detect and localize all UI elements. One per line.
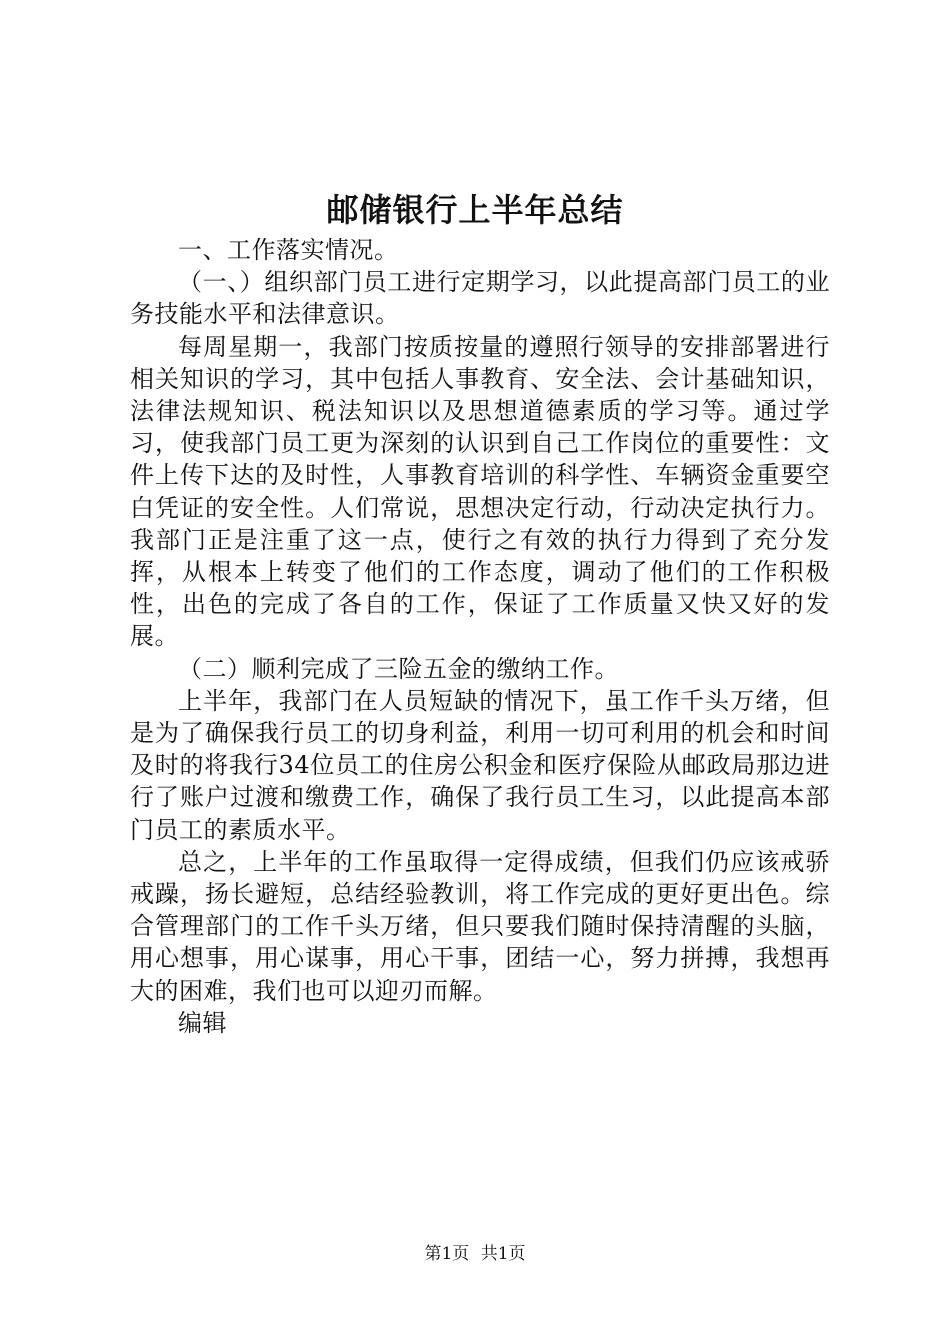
- body-paragraph: 每周星期一，我部门按质按量的遵照行领导的安排部署进行相关知识的学习，其中包括人事教育、安全法、会计基础知识，法律法规知识、税法知识以及思想道德素质的学习等。通过学习，使我部门员工更为深刻的认识到自己工作岗位的重要性：文件上传下达的及时性，人事教育培训的科学性、车辆资金重要空白凭证的安全性。人们常说，思想决定行动，行动决定执行力。我部门正是注重了这一点，使行之有效的执行力得到了充分发挥，从根本上转变了他们的工作态度，调动了他们的工作积极性，出色的完成了各自的工作，保证了工作质量又快又好的发展。: [130, 332, 830, 651]
- page-total: 共1页: [480, 1244, 526, 1264]
- document-body: [130, 234, 830, 1039]
- document-title: 邮储银行上半年总结: [326, 191, 624, 229]
- subsection-heading-1: （一、）组织部门员工进行定期学习，以此提高部门员工的业务技能水平和法律意识。: [130, 268, 830, 329]
- section-heading: 一、工作落实情况。: [178, 236, 399, 264]
- page-footer: [0, 1243, 950, 1265]
- page-number: 第1页: [424, 1244, 470, 1264]
- body-paragraph: 上半年，我部门在人员短缺的情况下，虽工作千头万绪，但是为了确保我行员工的切身利益，利用一切可利用的机会和时间及时的将我行34位员工的住房公积金和医疗保险从邮政局那边进行了账户过渡和缴费工作，确保了我行员工生习，以此提高本部门员工的素质水平。: [130, 686, 830, 844]
- body-paragraph: 总之，上半年的工作虽取得一定得成绩，但我们仍应该戒骄戒躁，扬长避短，总结经验教训，将工作完成的更好更出色。综合管理部门的工作千头万绪，但只要我们随时保持清醒的头脑，用心想事，用心谋事，用心干事，团结一心，努力拼搏，我想再大的困难，我们也可以迎刃而解。: [130, 847, 830, 1005]
- subsection-heading-2: （二）顺利完成了三险五金的缴纳工作。: [178, 654, 619, 683]
- edit-label: 编辑: [178, 1008, 227, 1037]
